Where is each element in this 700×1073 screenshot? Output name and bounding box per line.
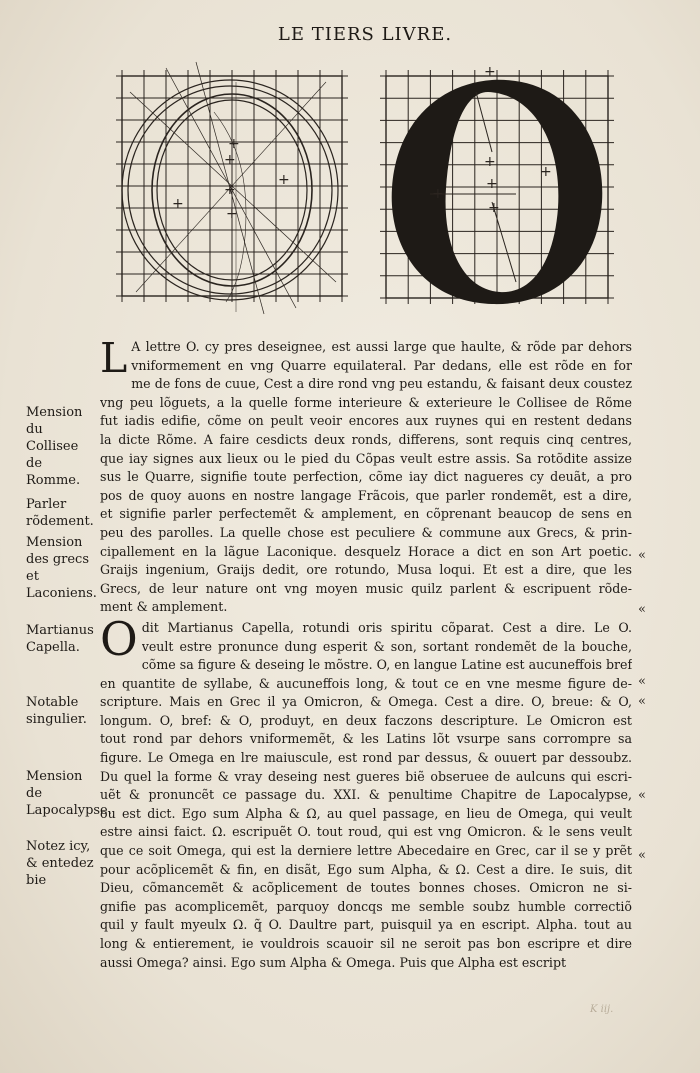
text-line: que iay signes aux lieux ou le pied du Cõpas veult estre assis. Sa rotõdite assize (100, 450, 632, 466)
bleed-through-right (600, 60, 690, 74)
text-line: peu des parolles. La quelle chose est peculiere & commune aux Grecs, & prin- (100, 524, 632, 540)
marginal-mark: « (638, 674, 646, 689)
margin-note: Mension de Lapocalypse. (26, 769, 112, 818)
svg-text:+: + (226, 206, 238, 222)
text-line: cipallement en la lãgue Laconique. desquelz Horace a dict en son Art poetic. (100, 543, 632, 559)
margin-note: Parler rõdement. (26, 497, 94, 529)
svg-text:+: + (224, 182, 236, 198)
paragraph-2 (100, 611, 632, 972)
text-line: ou est dict. Ego sum Alpha & Ω, au quel passage, en lieu de Omega, qui veult (100, 805, 632, 821)
text-line: la dicte Rõme. A faire cesdicts deux ronds, differens, sont requis cinq centres, (100, 431, 632, 447)
svg-text:+: + (432, 186, 444, 202)
marginal-mark: « (638, 548, 646, 563)
text-line: figure. Le Omega en lre maiuscule, est rond par dessus, & ouuert par dessoubz. (100, 750, 632, 766)
margin-note: Notable singulier. (26, 695, 87, 727)
text-line: uẽt & pronuncẽt ce passage du. XXI. & penultime Chapitre de Lapocalypse, (100, 787, 632, 803)
text-line: aussi Omega? ainsi. Ego sum Alpha & Omega. Puis que Alpha est escript (100, 954, 567, 970)
text-line: Dieu, cõmancemẽt & acõplicement de toutes bonnes choses. Omicron ne si- (100, 880, 632, 896)
letter-o-construction-figure (96, 52, 636, 324)
text-line: Du quel la forme & vray deseing nest gueres biẽ obseruee de aulcuns qui escri- (100, 768, 632, 784)
dropcap-l: L (100, 334, 128, 382)
text-line: en quantite de syllabe, & aucuneffois long, & tout ce en vne mesme figure de- (100, 675, 632, 691)
text-line: quil y fault myeulx Ω. q̃ O. Daultre part, puisquil ya en escript. Alpha. tout au (100, 917, 632, 933)
text-line: estre ainsi faict. Ω. escripuẽt O. tout roud, qui est vng Omicron. & le sens veult (100, 824, 632, 840)
marginal-mark: « (638, 602, 646, 617)
margin-note: Mension du Collisee de Romme. (26, 405, 83, 488)
paragraph-2-lines (100, 611, 632, 972)
svg-text:+: + (484, 64, 496, 80)
svg-text:+: + (172, 196, 184, 212)
text-line: dit Martianus Capella, rotundi oris spiritu cõparat. Cest a dire. Le O. (141, 619, 632, 635)
text-line: pos de quoy auons en nostre langage Frãcois, que parler rondemẽt, est a dire, (100, 487, 632, 503)
signature-mark: K iij. (590, 1004, 614, 1015)
text-line: que ce soit Omega, qui est la derniere lettre Abecedaire en Grec, car il se y prẽt (100, 843, 632, 859)
text-line: longum. O, bref: & O, produyt, en deux faczons descripture. Le Omicron est (100, 712, 632, 728)
text-line: gnifie pas acomplicemẽt, parquoy doncqs me semble soubz humble correctiõ (100, 898, 632, 914)
running-head: LE TIERS LIVRE. (277, 24, 453, 45)
margin-note: Notez icy, & entedez bie (26, 839, 94, 888)
text-line: cõme sa figure & deseing le mõstre. O, en langue Latine est aucuneffois bref (141, 657, 632, 673)
svg-text:+: + (278, 172, 290, 188)
text-line: pour acõplicemẽt & fin, en disãt, Ego sum Alpha, & Ω. Cest a dire. Ie suis, dit (100, 861, 632, 877)
text-line: et signifie parler perfectemẽt & amplement, en cõprenant beaucop de sens en (100, 506, 632, 522)
dropcap-o: O (100, 611, 138, 666)
text-line: A lettre O. cy pres deseignee, est aussi large que haulte, & rõde par dehors (131, 339, 632, 354)
svg-text:+: + (488, 200, 500, 216)
text-line: long & entierement, ie vouldrois scauoir sil ne seroit pas bon escripre et dire (100, 936, 632, 951)
svg-text:+: + (484, 154, 496, 170)
paragraph-1 (100, 334, 632, 617)
text-line: sus le Quarre, signifie toute perfection, cõme iay dict nagueres cy deuãt, a pro (100, 469, 632, 485)
text-line: scripture. Mais en Grec il ya Omicron, & Omega. Cest a dire. O, breue: & O, (100, 694, 632, 710)
svg-text:+: + (224, 152, 236, 168)
svg-text:+: + (540, 164, 552, 180)
text-line: Grecs, de leur nature ont vng moyen music quilz parlent & escripuent rõde- (100, 580, 632, 596)
marginal-mark: « (638, 694, 646, 709)
body-text (100, 334, 632, 974)
svg-text:+: + (228, 136, 240, 152)
text-line: me de fons de cuue, Cest a dire rond vng peu estandu, & faisant deux coustez (131, 376, 632, 392)
marginal-mark: « (638, 788, 646, 803)
svg-text:+: + (486, 176, 498, 192)
text-line: vng peu lõguets, a la quelle forme interieure & exterieure le Collisee de Rõme (100, 394, 632, 410)
marginal-mark: « (638, 848, 646, 863)
text-line: tout rond par dehors vniformemẽt, & les Latins lõt vsurpe sans corrompre sa (100, 731, 632, 747)
text-line: ment & amplement. (100, 599, 228, 615)
margin-note: Mension des grecs et Laconiens. (26, 535, 97, 601)
text-line: vniformement en vng Quarre equilateral. Par dedans, elle est rõde en for (131, 357, 632, 373)
margin-note: Martianus Capella. (26, 623, 94, 655)
paragraph-1-lines (100, 334, 632, 617)
center-marks-left (172, 136, 290, 222)
text-line: Graijs ingenium, Graijs dedit, ore rotundo, Musa loqui. Et est a dire, que les (100, 562, 632, 578)
text-line: veult estre pronunce dung esperit & son, sortant rondemẽt de la bouche, (141, 638, 632, 654)
text-line: fut iadis edifie, cõme on peult veoir encores aux ruynes qui en restent dedans (100, 413, 632, 429)
